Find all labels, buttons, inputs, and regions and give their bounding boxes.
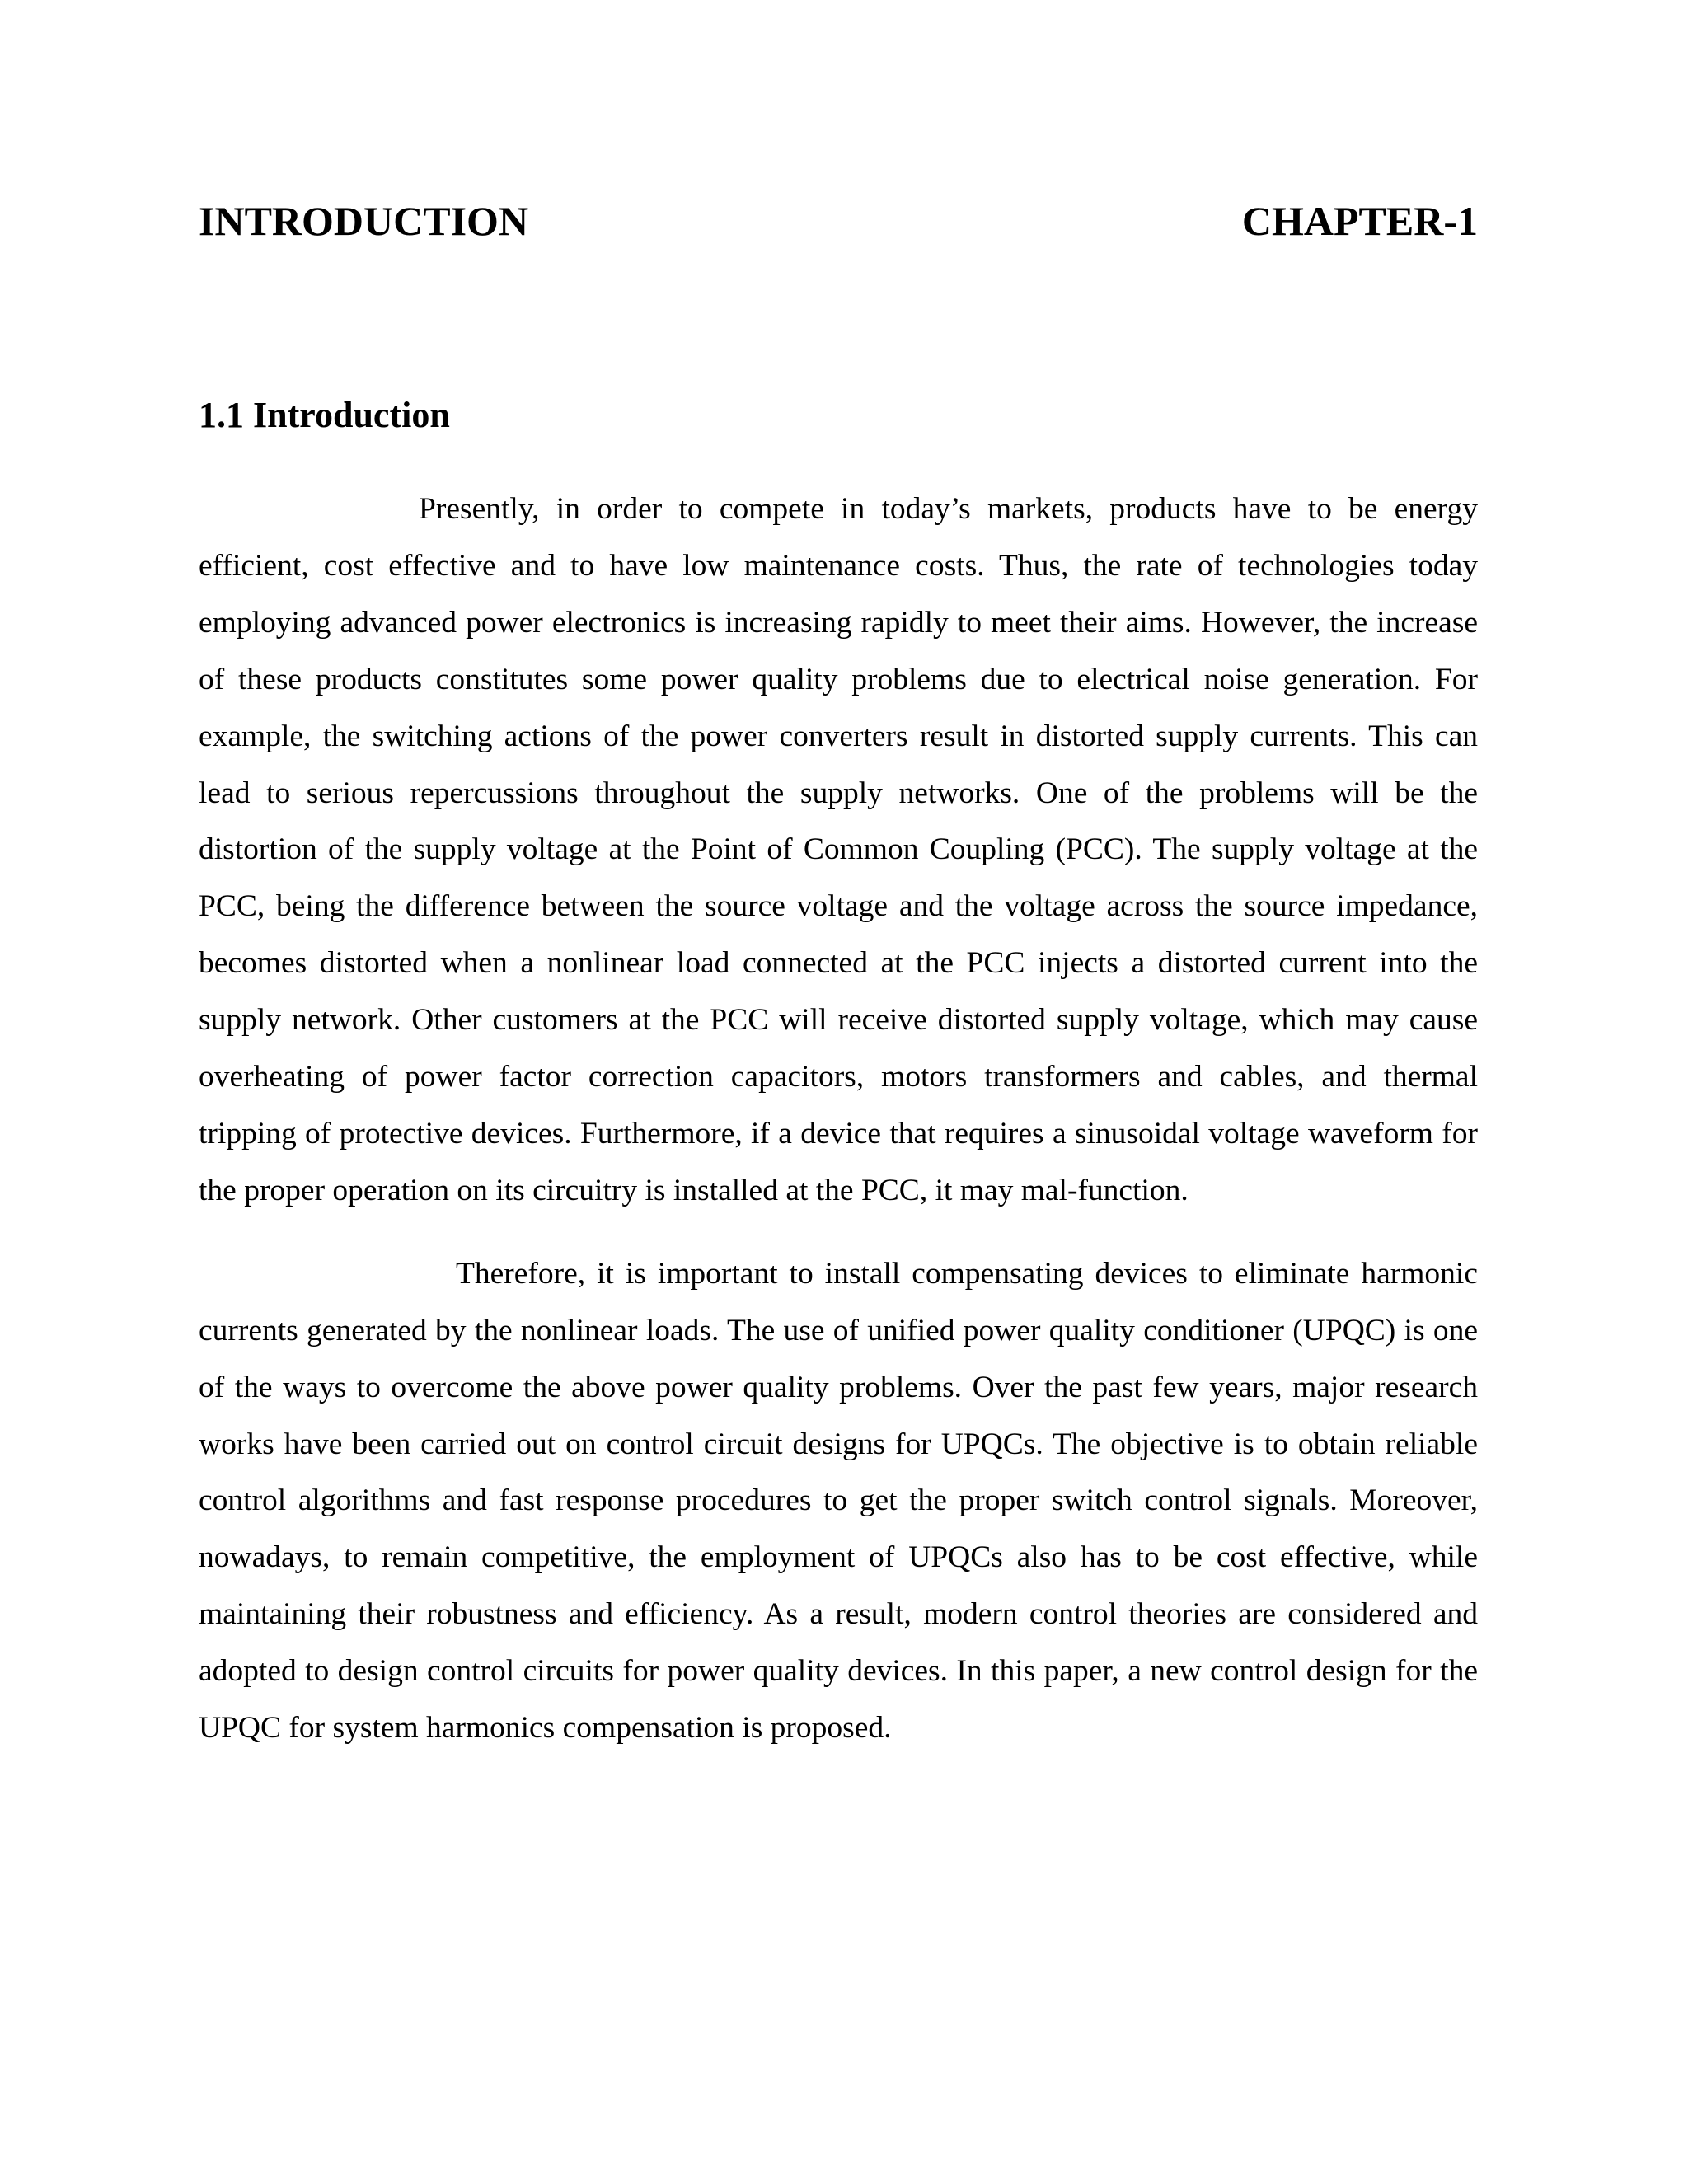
chapter-number: CHAPTER-1 <box>1241 198 1478 244</box>
body-text <box>199 481 1478 1757</box>
section-title: 1.1 Introduction <box>199 395 450 435</box>
paragraph: Presently, in order to compete in today’s markets, products have to be energy efficient, cost effective and to have low maintenance costs. Thus, the rate of technologies today employing advanced power electronics is increasing rapidly to meet their aims. However, the increase of these products constitutes some power quality problems due to electrical noise generation. For example, the switching actions of the power converters result in distorted supply currents. This can lead to serious repercussions throughout the supply networks. One of the problems will be the distortion of the supply voltage at the Point of Common Coupling (PCC). The supply voltage at the PCC, being the difference between the source voltage and the voltage across the source impedance, becomes distorted when a nonlinear load connected at the PCC injects a distorted current into the supply network. Other customers at the PCC will receive distorted supply voltage, which may cause overheating of power factor correction capacitors, motors transformers and cables, and thermal tripping of protective devices. Furthermore, if a device that requires a sinusoidal voltage waveform for the proper operation on its circuitry is installed at the PCC, it may mal-function. <box>199 492 1478 1207</box>
chapter-header <box>199 196 1478 246</box>
chapter-title: INTRODUCTION <box>199 198 529 244</box>
paragraph: Therefore, it is important to install compensating devices to eliminate harmonic currents generated by the nonlinear loads. The use of unified power quality conditioner (UPQC) is one of the ways to overcome the above power quality problems. Over the past few years, major research works have been carried out on control circuit designs for UPQCs. The objective is to obtain reliable control algorithms and fast response procedures to get the proper switch control signals. Moreover, nowadays, to remain competitive, the employment of UPQCs also has to be cost effective, while maintaining their robustness and efficiency. As a result, modern control theories are considered and adopted to design control circuits for power quality devices. In this paper, a new control design for the UPQC for system harmonics compensation is proposed. <box>199 1256 1478 1746</box>
